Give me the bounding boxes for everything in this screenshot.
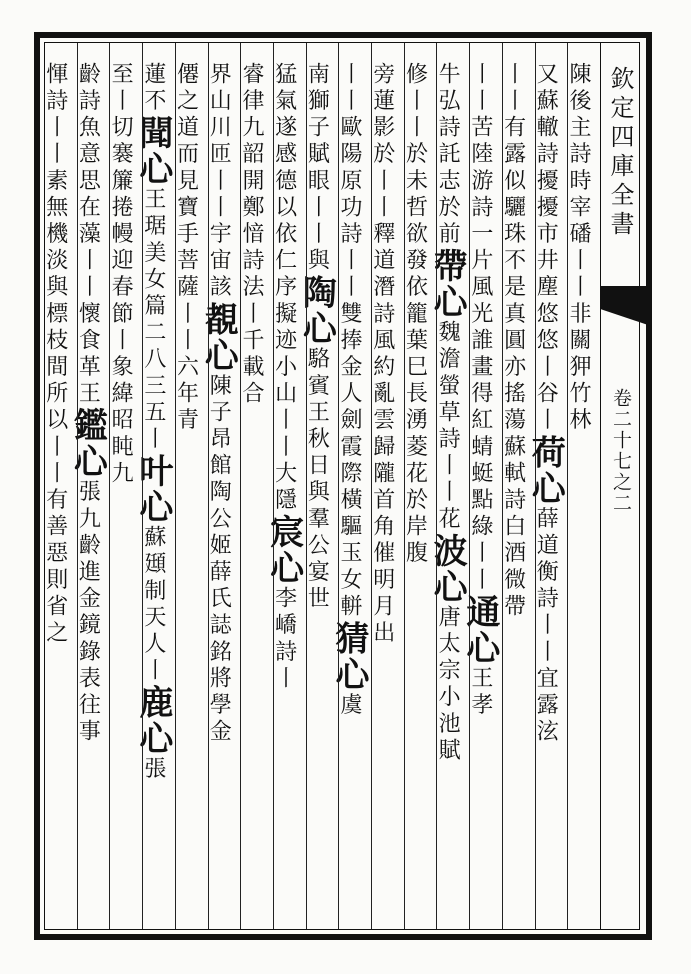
entry-heading: 叶心 xyxy=(132,453,173,526)
entry-text: 至 xyxy=(108,62,134,89)
text-column xyxy=(109,62,142,922)
entry-text: 齡詩魚意思在藻丨丨懷食革王 xyxy=(75,62,101,408)
column-rule xyxy=(371,43,372,929)
entry-text: 薛道衡詩丨丨宜露泫 xyxy=(533,506,559,746)
entry-text: 修丨丨於未哲 xyxy=(402,62,428,222)
column-rule xyxy=(273,43,274,929)
entry-text: 李嶠詩丨 xyxy=(271,586,297,693)
book-title: 欽定四庫全書 xyxy=(606,66,634,240)
entry-text: 陳子昂館陶公姬薛氏誌銘將學金 xyxy=(206,373,232,746)
entry-text: 虞 xyxy=(337,692,363,720)
text-column xyxy=(329,62,371,922)
text-column xyxy=(371,62,404,922)
entry-text: 蓮不 xyxy=(140,62,166,116)
entry-text: 王孝 xyxy=(467,666,493,720)
column-rule xyxy=(535,43,536,929)
entry-heading: 鹿心 xyxy=(132,684,173,757)
column-rule xyxy=(338,43,339,929)
text-column xyxy=(175,62,208,922)
entry-text: 丨象緯昭盹 xyxy=(108,328,134,462)
entry-heading: 覩心 xyxy=(198,301,239,374)
text-column xyxy=(44,62,77,922)
entry-text: 丨切褰簾捲幔迎春節 xyxy=(108,88,134,329)
entry-text: 丨丨有露似驪珠不是真圓亦搖蕩蘇軾詩白酒微帶 xyxy=(500,62,526,621)
entry-heading: 通心 xyxy=(459,594,500,666)
column-rule xyxy=(469,43,470,929)
text-column xyxy=(198,62,241,922)
entry-text: 陳後主詩時宰磻丨丨非關狎竹林 xyxy=(565,62,591,435)
column-rule xyxy=(240,43,241,929)
entry-text: 序擬迹小山丨丨大隱 xyxy=(271,274,297,515)
text-column xyxy=(296,62,339,922)
column-rule xyxy=(567,43,568,929)
entry-heading: 鑑心 xyxy=(67,407,108,480)
text-column xyxy=(240,62,273,922)
column-rule xyxy=(306,43,307,929)
entry-text: 張 xyxy=(140,756,166,784)
entry-text: 南獅子賦眼丨丨與 xyxy=(304,62,330,275)
text-column xyxy=(263,62,306,922)
entry-heading: 陶心 xyxy=(296,274,337,347)
entry-text: 旁蓮影於丨丨釋道潛詩風約亂雲歸隴首角催明月出 xyxy=(369,62,395,648)
entry-text: 欲發依籠葉巳長 xyxy=(402,221,428,408)
text-column xyxy=(404,62,437,922)
column-rule xyxy=(77,43,78,929)
entry-heading: 波心 xyxy=(427,533,468,606)
entry-text: 世 xyxy=(304,586,330,613)
text-column xyxy=(132,62,175,922)
entry-text: 又蘇轍詩擾擾市井塵悠悠丨谷丨 xyxy=(533,62,559,435)
entry-text: 蘇頲制天人丨 xyxy=(140,525,166,685)
column-rule xyxy=(109,43,110,929)
entry-text: 王琚美女篇二八三五丨 xyxy=(140,187,166,454)
entry-text: 駱賓王秋日與羣公宴 xyxy=(304,346,330,587)
entry-text: 魏澹螢草詩丨丨花 xyxy=(435,320,461,534)
text-column xyxy=(459,62,502,922)
column-rule xyxy=(436,43,437,929)
entry-text: 唐太宗小池賦 xyxy=(435,605,461,765)
text-column xyxy=(525,62,568,922)
volume-label: 卷二十七之二 xyxy=(610,388,632,514)
entry-text: 丨丨苦陸游詩一片風光誰畫得紅蜻蜓點綠丨丨 xyxy=(467,62,493,594)
entry-text: 界山川匝丨丨宇宙該 xyxy=(206,62,232,302)
column-rule xyxy=(208,43,209,929)
entry-text: 牛弘詩託志於前 xyxy=(435,62,461,249)
entry-text: 所以丨丨有善惡則省之 xyxy=(42,381,68,648)
entry-text: 九 xyxy=(108,461,134,488)
entry-text: 惲詩丨丨素無機淡與標枝間 xyxy=(42,62,68,382)
entry-text: 猛氣遂感德以依仁 xyxy=(271,62,297,275)
column-rule xyxy=(404,43,405,929)
entry-text: 湧菱花於岸腹 xyxy=(402,407,428,568)
column-rule xyxy=(175,43,176,929)
entry-text: 丨千載合 xyxy=(238,301,264,408)
entry-text: 張九齡進金鏡錄表往事 xyxy=(75,479,101,746)
text-column xyxy=(502,62,535,922)
text-column xyxy=(567,62,600,922)
text-column xyxy=(427,62,469,922)
column-rule xyxy=(502,43,503,929)
entry-heading: 帶心 xyxy=(427,248,468,321)
entry-heading: 宸心 xyxy=(263,514,304,587)
entry-text: 睿律九韶開鄭愔詩法 xyxy=(238,62,264,302)
entry-heading: 荷心 xyxy=(525,434,566,507)
column-rule xyxy=(142,43,143,929)
entry-heading: 猜心 xyxy=(329,620,370,693)
entry-text: 僊之道而見寶手菩薩丨丨六年青 xyxy=(173,62,199,435)
entry-text: 丨丨歐陽原功詩丨丨雙捧金人劍霞際橫驅玉女軿 xyxy=(337,62,363,621)
entry-heading: 聞心 xyxy=(132,115,173,188)
text-column xyxy=(67,62,110,922)
